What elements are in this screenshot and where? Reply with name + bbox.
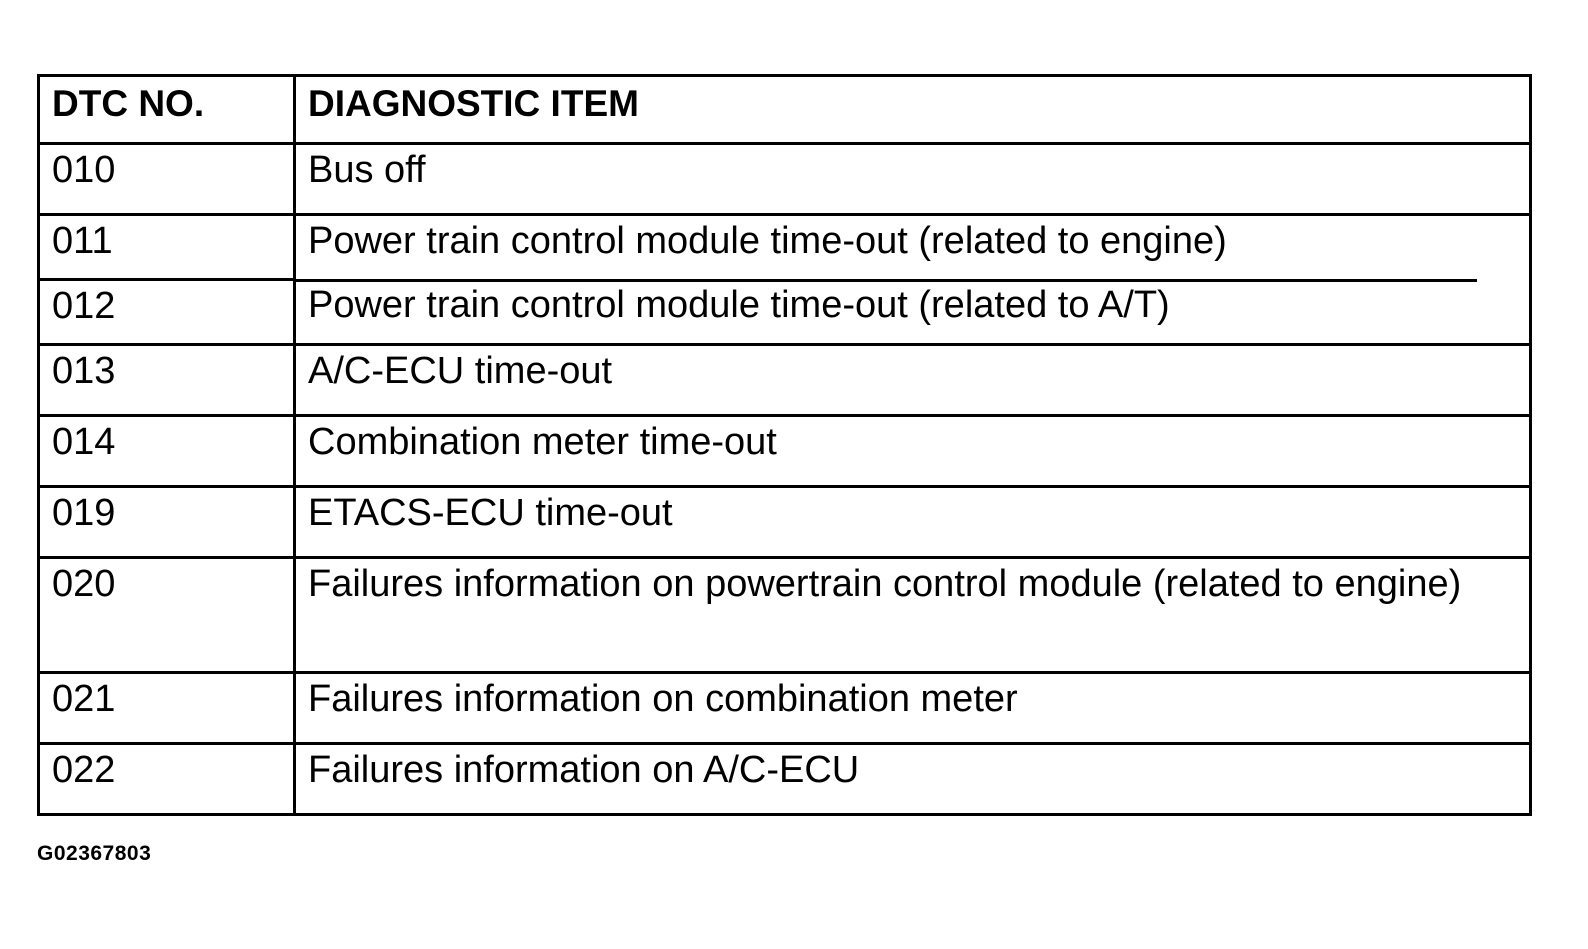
diagnostic-item: Power train control module time-out (related to A/T): [295, 280, 1531, 345]
diagnostic-item: Failures information on combination meter: [295, 673, 1531, 744]
table-row: [39, 558, 1531, 673]
dtc-code: 012: [39, 280, 295, 345]
table-row: [39, 144, 1531, 215]
dtc-code: 020: [39, 558, 295, 673]
diagnostic-item: Failures information on A/C-ECU: [295, 744, 1531, 815]
diagnostic-item: [295, 215, 1531, 280]
diagnostic-item: ETACS-ECU time-out: [295, 487, 1531, 558]
dtc-table: [37, 74, 1532, 816]
dtc-code: 014: [39, 416, 295, 487]
table-row: [39, 345, 1531, 416]
diagnostic-item: Failures information on powertrain control module (related to engine): [295, 558, 1531, 673]
row-divider: [293, 279, 1477, 282]
diagnostic-item-text: Power train control module time-out (related to engine): [308, 220, 1227, 262]
table-row: [39, 215, 1531, 280]
dtc-code: 019: [39, 487, 295, 558]
table-row: [39, 416, 1531, 487]
table-row: [39, 487, 1531, 558]
table-row: [39, 673, 1531, 744]
header-diagnostic-item: DIAGNOSTIC ITEM: [295, 76, 1531, 144]
figure-id: G02367803: [37, 842, 152, 865]
dtc-code: 011: [39, 215, 295, 280]
dtc-code: 022: [39, 744, 295, 815]
header-dtc-no: DTC NO.: [39, 76, 295, 144]
table-header-row: [39, 76, 1531, 144]
diagnostic-item: Bus off: [295, 144, 1531, 215]
table-row: [39, 744, 1531, 815]
dtc-code: 021: [39, 673, 295, 744]
diagnostic-item: Combination meter time-out: [295, 416, 1531, 487]
table-row: [39, 280, 1531, 345]
diagnostic-item: A/C-ECU time-out: [295, 345, 1531, 416]
dtc-code: 013: [39, 345, 295, 416]
dtc-code: 010: [39, 144, 295, 215]
